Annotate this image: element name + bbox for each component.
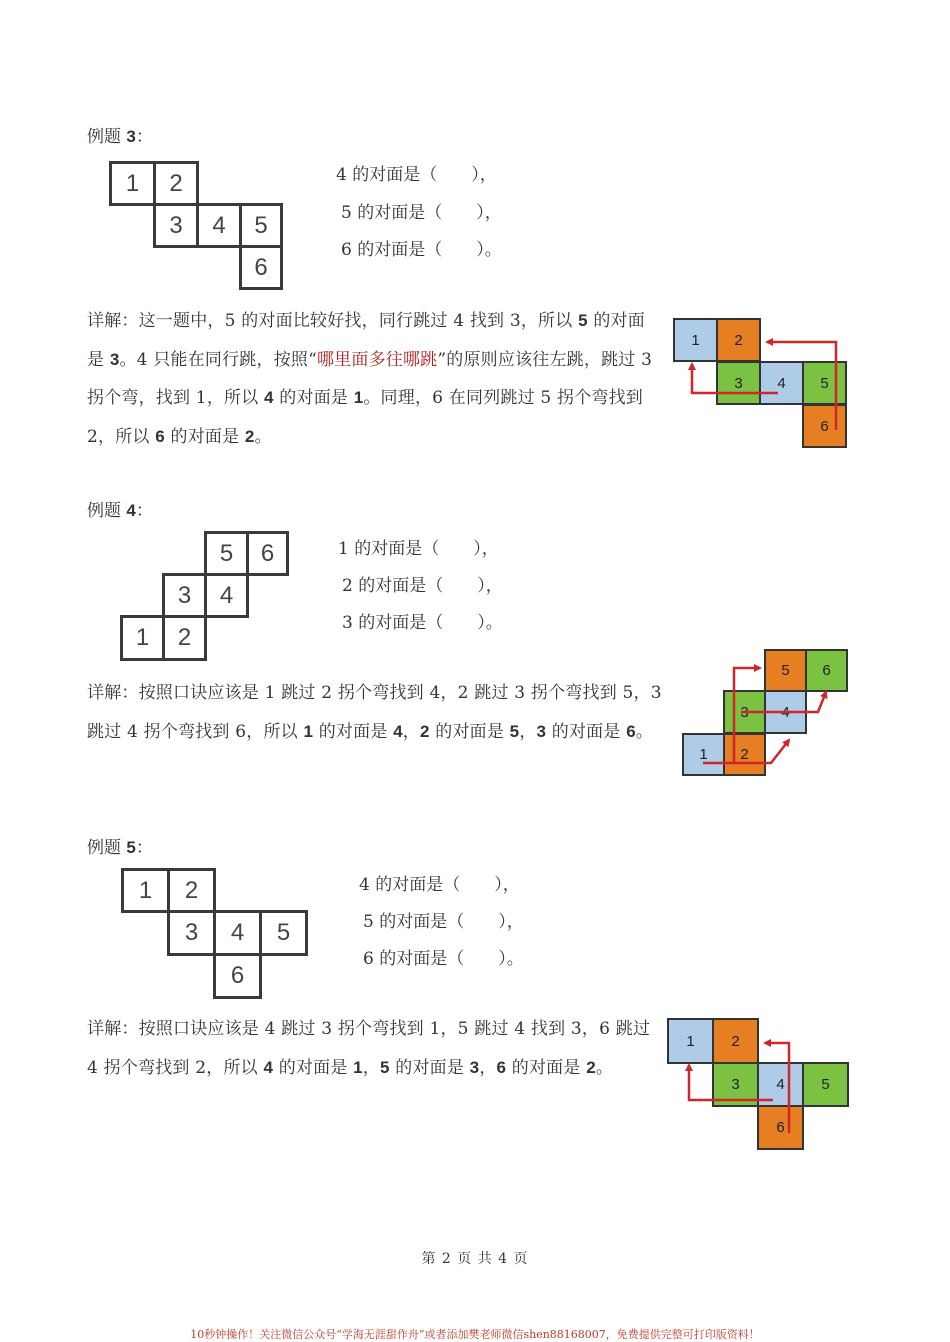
color-cell: 4 [764,690,807,734]
color-cell: 6 [757,1105,804,1150]
question-line: 4 的对面是（ ）， [336,165,497,185]
color-cell: 5 [802,361,847,405]
color-cell: 1 [673,318,718,362]
net-cell: 6 [246,531,289,576]
example-3-explanation: 详解：这一题中，5 的对面比较好找，同行跳过 4 找到 3，所以 5 的对面是 3。4 只能在同行跳，按照“哪里面多往哪跳”的原则应该往左跳，跳过 3 拐个弯，找到 1，所以 4 的对面是 1。同理，6 在同列跳过 5 拐个弯找到 2，所以 6 的对面是 2。 [87,311,653,447]
color-cell: 1 [682,733,725,776]
question-line: 5 的对面是（ ）， [363,912,524,932]
net-cell: 3 [162,573,207,618]
question-line: 4 的对面是（ ）， [359,875,520,895]
example-4-heading: 例题 4： [87,501,153,521]
net-cell: 4 [196,203,242,248]
color-cell: 2 [712,1018,759,1064]
page-number: 第 2 页 共 4 页 [421,1251,529,1267]
net-cell: 3 [167,910,216,956]
color-cell: 2 [723,733,766,776]
question-line: 3 的对面是（ ）。 [342,613,503,633]
example-5-explanation: 详解：按照口诀应该是 4 跳过 3 拐个弯找到 1，5 跳过 4 找到 3，6 跳过 4 拐个弯找到 2，所以 4 的对面是 1，5 的对面是 3，6 的对面是 2。 [87,1019,651,1078]
example-3-heading: 例题 3： [87,127,153,147]
net-cell: 1 [121,868,170,913]
net-cell: 5 [259,910,308,956]
mnemonic-highlight: 哪里面多往哪跳 [316,349,438,370]
question-line: 1 的对面是（ ）， [338,539,499,559]
question-line: 6 的对面是（ ）。 [341,240,502,260]
example-5-heading: 例题 5： [87,838,153,858]
color-cell: 6 [802,404,847,448]
net-cell: 5 [204,531,249,576]
net-cell: 3 [153,203,199,248]
net-cell: 4 [204,573,249,618]
net-cell: 6 [213,953,262,999]
promo-banner: 10秒钟操作！关注微信公众号“学海无涯甜作舟”或者添加樊老师微信shen88168007，免费提供完整可打印版资料！ [190,1328,760,1341]
color-cell: 6 [805,649,848,692]
color-cell: 5 [802,1062,849,1107]
question-line: 2 的对面是（ ）， [342,576,503,596]
net-cell: 5 [239,203,283,248]
color-cell: 4 [759,361,804,405]
color-cell: 2 [716,318,761,362]
question-line: 5 的对面是（ ）， [341,203,502,223]
question-line: 6 的对面是（ ）。 [363,949,524,969]
net-cell: 6 [239,245,283,290]
net-cell: 1 [109,161,156,206]
color-cell: 3 [712,1062,759,1107]
example-4-explanation: 详解：按照口诀应该是 1 跳过 2 拐个弯找到 4，2 跳过 3 拐个弯找到 5，3 跳过 4 拐个弯找到 6，所以 1 的对面是 4，2 的对面是 5，3 的对面是 6。 [87,683,662,742]
color-cell: 4 [757,1062,804,1107]
color-cell: 5 [764,649,807,692]
net-cell: 2 [167,868,216,913]
net-cell: 1 [120,615,165,661]
net-cell: 4 [213,910,262,956]
net-cell: 2 [162,615,207,661]
net-cell: 2 [153,161,199,206]
color-cell: 3 [716,361,761,405]
color-cell: 3 [723,690,766,734]
color-cell: 1 [667,1018,714,1064]
